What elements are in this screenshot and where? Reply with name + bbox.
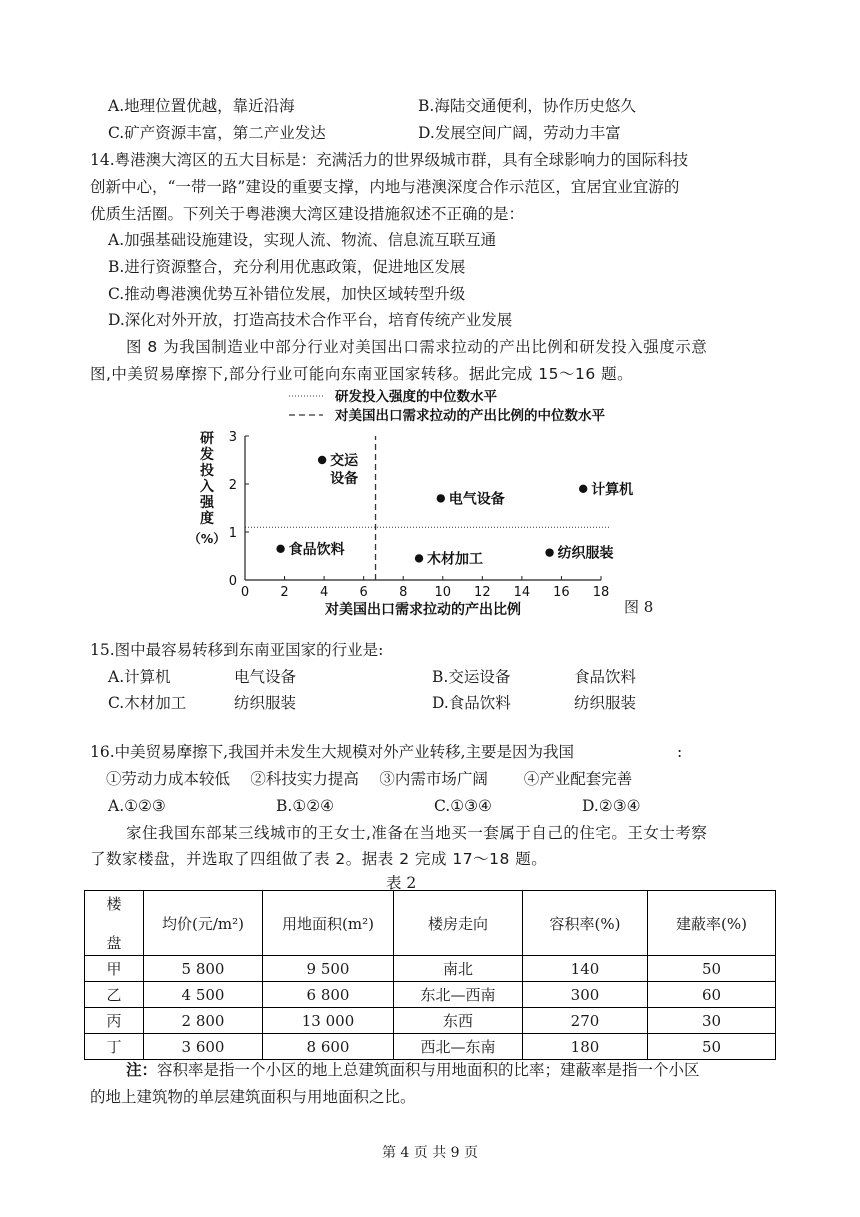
data-point xyxy=(318,456,326,464)
table-cell: 9 500 xyxy=(263,956,394,982)
q13-option-a: A.地理位置优越，靠近沿海 xyxy=(108,97,295,115)
q15-option-c-2: 纺织服装 xyxy=(234,694,297,712)
intro-15-16-line-2: 图,中美贸易摩擦下,部分行业可能向东南亚国家转移。据此完成 15～16 题。 xyxy=(90,365,634,383)
table-2 xyxy=(84,890,776,1060)
y-axis-label-char: 发 xyxy=(200,447,214,463)
table-cell-loupan: 乙 xyxy=(85,982,144,1008)
table-cell: 南北 xyxy=(394,956,523,982)
table-row xyxy=(85,1034,776,1060)
table-header: 建蔽率(%) xyxy=(648,891,776,956)
data-point-label: 纺织服装 xyxy=(557,545,614,562)
table-cell: 140 xyxy=(523,956,648,982)
q15-option-c-1: C.木材加工 xyxy=(108,694,187,712)
q14-option-c: C.推动粤港澳优势互补错位发展，加快区域转型升级 xyxy=(108,285,466,303)
q15-option-a-2: 电气设备 xyxy=(234,668,297,686)
table-header-row xyxy=(85,891,776,956)
x-tick-label: 10 xyxy=(434,585,452,600)
note-label: 注： xyxy=(126,1060,158,1079)
q15-option-d-1: D.食品饮料 xyxy=(432,694,511,712)
table-row xyxy=(85,982,776,1008)
legend-label-export: 对美国出口需求拉动的产出比例的中位数水平 xyxy=(335,408,605,424)
x-tick-label: 2 xyxy=(280,585,289,600)
data-point-label: 设备 xyxy=(330,471,359,487)
table-cell: 东北—西南 xyxy=(394,982,523,1008)
q16-items: ①劳动力成本较低 ②科技实力提高 ③内需市场广阔 ④产业配套完善 xyxy=(106,770,633,788)
q16-stem: 16.中美贸易摩擦下,我国并未发生大规模对外产业转移,主要是因为我国 xyxy=(90,743,575,761)
y-axis-label-char: 入 xyxy=(200,479,214,495)
intro-15-16-line-1: 图 8 为我国制造业中部分行业对美国出口需求拉动的产出比例和研发投入强度示意 xyxy=(126,338,708,356)
data-point xyxy=(437,494,445,502)
y-axis-label-char: （%） xyxy=(188,531,226,546)
page-footer: 第 4 页 共 9 页 xyxy=(381,1145,479,1161)
intro-17-18-line-1: 家住我国东部某三线城市的王女士,准备在当地买一套属于自己的住宅。王女士考察 xyxy=(126,824,708,842)
data-point-label: 食品饮料 xyxy=(288,541,345,558)
table-cell: 50 xyxy=(648,1034,776,1060)
figure-caption: 图 8 xyxy=(624,598,654,616)
table-header: 用地面积(m²) xyxy=(263,891,394,956)
chart-legend xyxy=(289,388,605,424)
chart-y-label xyxy=(188,431,226,546)
table-cell: 4 500 xyxy=(144,982,263,1008)
table-header: 楼房走向 xyxy=(394,891,523,956)
x-tick-label: 18 xyxy=(592,585,610,600)
note-text-1: 容积率是指一个小区的地上总建筑面积与用地面积的比率；建蔽率是指一个小区 xyxy=(157,1061,700,1079)
q14-option-a: A.加强基础设施建设，实现人流、物流、信息流互联互通 xyxy=(108,231,497,249)
y-tick-label: 0 xyxy=(228,574,237,589)
q16-option-c: C.①③④ xyxy=(434,797,492,815)
table-row xyxy=(85,1008,776,1034)
q15-option-d-2: 纺织服装 xyxy=(574,694,637,712)
data-point-label: 电气设备 xyxy=(448,491,505,508)
table-cell: 30 xyxy=(648,1008,776,1034)
table-cell: 270 xyxy=(523,1008,648,1034)
q13-option-d: D.发展空间广阔，劳动力丰富 xyxy=(418,124,621,142)
table-header: 均价(元/m²) xyxy=(144,891,263,956)
data-point xyxy=(415,554,423,562)
table-cell: 2 800 xyxy=(144,1008,263,1034)
table-cell-loupan: 丙 xyxy=(85,1008,144,1034)
table-cell: 西北—东南 xyxy=(394,1034,523,1060)
data-point xyxy=(545,548,553,556)
y-tick-label: 1 xyxy=(228,526,237,541)
q14-stem-line-3: 优质生活圈。下列关于粤港澳大湾区建设措施叙述不正确的是： xyxy=(90,205,525,223)
note-line-2: 的地上建筑物的单层建筑面积与用地面积之比。 xyxy=(90,1088,416,1106)
note-line-1 xyxy=(126,1060,700,1080)
q16-option-b: B.①②④ xyxy=(276,797,335,815)
x-tick-label: 16 xyxy=(553,585,570,600)
q14-stem-line-1: 14.粤港澳大湾区的五大目标是：充满活力的世界级城市群，具有全球影响力的国际科技 xyxy=(90,151,689,169)
legend-label-rd: 研发投入强度的中位数水平 xyxy=(335,389,497,405)
q14-option-d: D.深化对外开放，打造高技术合作平台，培育传统产业发展 xyxy=(108,311,513,329)
figure-8-chart xyxy=(188,385,675,625)
table-header-loupan: 楼 盘 xyxy=(85,891,144,956)
table-cell: 6 800 xyxy=(263,982,394,1008)
chart-marks xyxy=(245,436,633,580)
x-tick-label: 0 xyxy=(240,585,250,600)
table-2-caption: 表 2 xyxy=(386,874,417,892)
intro-17-18-line-2: 了数家楼盘，并选取了四组做了表 2。据表 2 完成 17～18 题。 xyxy=(90,850,548,868)
table-header: 容积率(%) xyxy=(523,891,648,956)
table-row xyxy=(85,956,776,982)
q16-option-a: A.①②③ xyxy=(108,797,166,815)
table-cell: 东西 xyxy=(394,1008,523,1034)
q13-option-c: C.矿产资源丰富，第二产业发达 xyxy=(108,124,326,142)
table-cell: 180 xyxy=(523,1034,648,1060)
data-point-label: 计算机 xyxy=(591,481,634,498)
q15-option-b-2: 食品饮料 xyxy=(574,668,637,686)
q15-option-a-1: A.计算机 xyxy=(108,668,171,686)
chart-axes xyxy=(229,430,610,618)
table-cell: 13 000 xyxy=(263,1008,394,1034)
q15-stem: 15.图中最容易转移到东南亚国家的行业是: xyxy=(90,641,384,659)
q15-option-b-1: B.交运设备 xyxy=(432,668,511,686)
table-cell: 3 600 xyxy=(144,1034,263,1060)
data-point-label: 交运 xyxy=(330,453,359,469)
q16-option-d: D.②③④ xyxy=(582,797,641,815)
y-axis-label-char: 投 xyxy=(200,463,214,479)
y-tick-label: 3 xyxy=(228,430,237,445)
y-axis-label-char: 度 xyxy=(200,511,214,527)
q16-stem-colon: : xyxy=(677,743,683,761)
data-point-label: 木材加工 xyxy=(427,551,484,568)
table-cell-loupan: 甲 xyxy=(85,956,144,982)
y-axis-label-char: 研 xyxy=(200,431,214,447)
data-point xyxy=(579,485,587,493)
x-tick-label: 4 xyxy=(319,585,329,600)
x-tick-label: 14 xyxy=(513,585,531,600)
x-tick-label: 6 xyxy=(359,585,368,600)
table-cell-loupan: 丁 xyxy=(85,1034,144,1060)
table-cell: 60 xyxy=(648,982,776,1008)
y-tick-label: 2 xyxy=(228,478,237,493)
x-axis-label: 对美国出口需求拉动的产出比例 xyxy=(325,602,521,618)
table-cell: 8 600 xyxy=(263,1034,394,1060)
q14-option-b: B.进行资源整合，充分利用优惠政策，促进地区发展 xyxy=(108,258,466,276)
table-cell: 50 xyxy=(648,956,776,982)
q14-stem-line-2: 创新中心，“一带一路”建设的重要支撑，内地与港澳深度合作示范区，宜居宜业宜游的 xyxy=(90,178,680,196)
q13-option-b: B.海陆交通便利，协作历史悠久 xyxy=(418,97,636,115)
table-cell: 300 xyxy=(523,982,648,1008)
table-cell: 5 800 xyxy=(144,956,263,982)
x-tick-label: 8 xyxy=(399,585,408,600)
data-point xyxy=(276,545,284,553)
x-tick-label: 12 xyxy=(474,585,491,600)
y-axis-label-char: 强 xyxy=(200,495,214,511)
